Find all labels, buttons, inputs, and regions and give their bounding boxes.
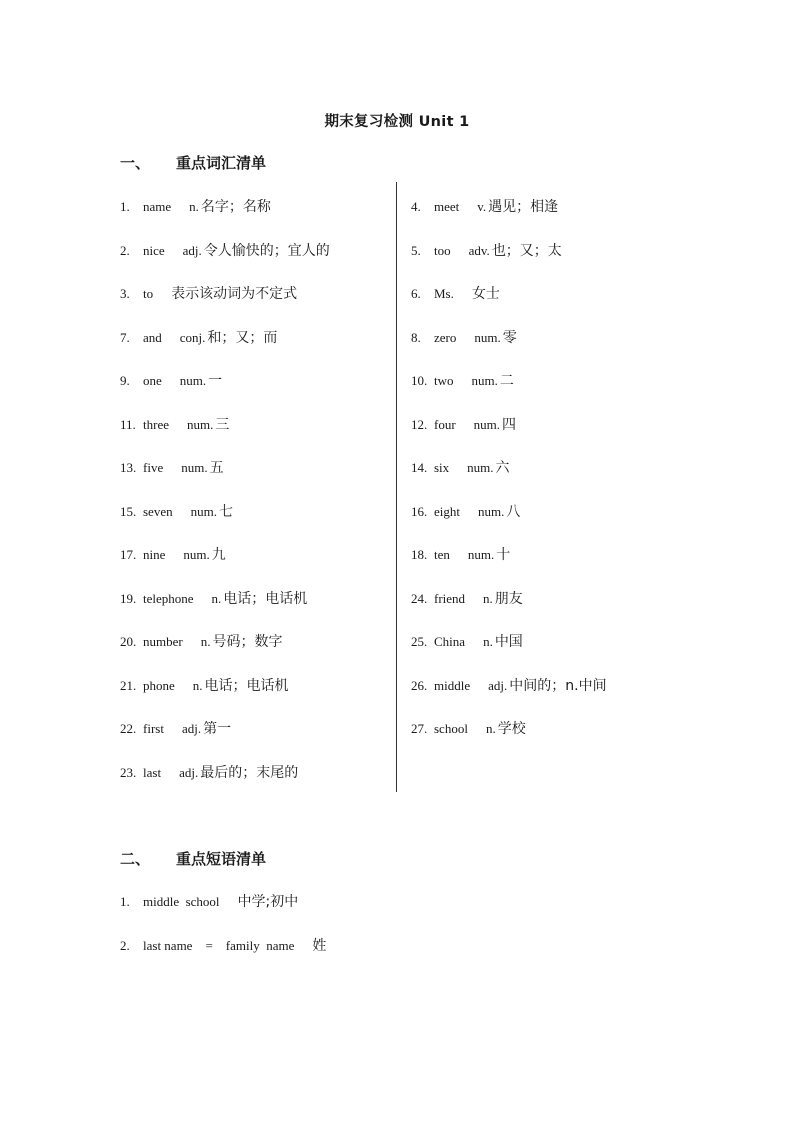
item-number: 17. (120, 547, 137, 562)
item-number: 2. (120, 937, 130, 953)
vocabulary-item (120, 503, 390, 547)
part-of-speech: num. (181, 460, 208, 475)
vocabulary-item (120, 372, 390, 416)
phrase-item (120, 937, 326, 981)
chinese-meaning: 中学;初中 (237, 894, 299, 910)
chinese-meaning: 和；又；而 (207, 329, 278, 346)
vocabulary-item (411, 677, 671, 721)
vocabulary-item (120, 590, 390, 634)
part-of-speech: num. (183, 547, 210, 562)
vocabulary-item (411, 503, 671, 547)
item-number: 18. (411, 547, 428, 562)
section-number: 二、 (120, 850, 151, 868)
vocabulary-word: four (434, 416, 456, 432)
vocabulary-item (120, 416, 390, 460)
item-number: 26. (411, 677, 428, 693)
vocabulary-word: zero (434, 329, 457, 345)
vocabulary-item (120, 198, 390, 242)
vocabulary-item (411, 372, 671, 416)
part-of-speech: n. (189, 199, 199, 214)
section-title: 重点短语清单 (176, 850, 267, 868)
vocabulary-item (120, 285, 390, 329)
vocabulary-word: six (434, 460, 450, 475)
part-of-speech: adj. (181, 721, 202, 736)
item-number: 6. (411, 286, 421, 301)
item-number: 16. (411, 503, 428, 519)
chinese-meaning: 七 (218, 503, 233, 520)
part-of-speech: adj. (182, 242, 202, 258)
chinese-meaning: 八 (506, 503, 521, 520)
vocabulary-word: ten (434, 547, 450, 562)
item-number: 8. (411, 329, 421, 345)
vocabulary-item (411, 546, 671, 590)
chinese-meaning: 中间的；n.中间 (509, 677, 607, 694)
chinese-meaning: 十 (496, 547, 511, 563)
part-of-speech: conj. (179, 329, 206, 345)
vocabulary-item (120, 329, 390, 373)
part-of-speech: adv. (468, 242, 490, 258)
chinese-meaning: 零 (502, 329, 517, 346)
vocabulary-item (411, 459, 671, 503)
item-number: 20. (120, 634, 137, 649)
chinese-meaning: 姓 (312, 937, 327, 954)
chinese-meaning: 号码；数字 (212, 634, 283, 650)
item-number: 7. (120, 329, 130, 345)
vocabulary-word: five (143, 460, 164, 475)
vocabulary-item (120, 764, 390, 808)
part-of-speech: n. (485, 721, 496, 736)
vocabulary-word: nice (143, 242, 165, 258)
vocabulary-word: seven (143, 503, 173, 519)
item-number: 23. (120, 764, 137, 780)
vocabulary-word: two (434, 373, 454, 388)
section-number: 一、 (120, 154, 151, 172)
part-of-speech: num. (190, 503, 217, 519)
page-title: 期末复习检测 Unit 1 (324, 114, 470, 130)
phrase-list (120, 893, 326, 980)
item-number: 12. (411, 416, 428, 432)
item-number: 1. (120, 894, 130, 909)
chinese-meaning: 三 (215, 416, 230, 433)
chinese-meaning: 最后的；末尾的 (200, 764, 299, 781)
vocabulary-item (411, 285, 671, 329)
chinese-meaning: 遇见；相逢 (488, 199, 559, 215)
part-of-speech: num. (179, 373, 207, 388)
vocabulary-word: nine (143, 547, 166, 562)
chinese-meaning: 六 (495, 460, 510, 476)
vocabulary-item (411, 242, 671, 286)
chinese-meaning: 电话；电话机 (223, 590, 308, 607)
chinese-meaning: 学校 (497, 721, 526, 737)
chinese-meaning: 名字；名称 (200, 199, 271, 215)
vocabulary-item (411, 720, 671, 764)
item-number: 9. (120, 373, 130, 388)
part-of-speech: adj. (488, 677, 508, 693)
chinese-meaning: 也；又；太 (491, 242, 562, 259)
section-heading-phrases (120, 848, 266, 869)
part-of-speech: n. (192, 677, 203, 693)
item-number: 4. (411, 199, 421, 214)
item-number: 10. (411, 373, 428, 388)
column-divider (396, 182, 397, 792)
vocabulary-left-column (120, 198, 390, 807)
chinese-meaning: 电话；电话机 (204, 677, 289, 694)
vocabulary-word: Ms. (434, 286, 454, 301)
vocabulary-item (120, 677, 390, 721)
part-of-speech: num. (474, 329, 501, 345)
part-of-speech: n. (483, 634, 493, 649)
section-title: 重点词汇清单 (176, 154, 267, 172)
chinese-meaning: 中国 (494, 634, 523, 650)
chinese-meaning: 朋友 (494, 590, 523, 607)
vocabulary-word: middle (434, 677, 471, 693)
item-number: 24. (411, 590, 428, 606)
vocabulary-word: and (143, 329, 162, 345)
section-heading-vocabulary (120, 152, 266, 173)
item-number: 1. (120, 199, 130, 214)
item-number: 25. (411, 634, 428, 649)
part-of-speech: n. (211, 590, 222, 606)
part-of-speech: num. (186, 416, 214, 432)
vocabulary-word: phone (143, 677, 175, 693)
vocabulary-item (411, 198, 671, 242)
part-of-speech: num. (467, 547, 495, 562)
vocabulary-word: friend (434, 590, 466, 606)
chinese-meaning: 表示该动词为不定式 (171, 286, 298, 302)
vocabulary-word: eight (434, 503, 460, 519)
vocabulary-item (411, 590, 671, 634)
vocabulary-item (120, 546, 390, 590)
vocabulary-item (411, 329, 671, 373)
item-number: 27. (411, 721, 428, 736)
vocabulary-word: school (434, 721, 468, 736)
chinese-meaning: 令人愉快的；宜人的 (203, 242, 330, 259)
vocabulary-word: to (143, 286, 154, 301)
chinese-meaning: 二 (499, 373, 514, 389)
vocabulary-word: name (143, 199, 172, 214)
chinese-meaning: 女士 (471, 286, 500, 302)
english-phrase: last name = family name (143, 937, 295, 953)
item-number: 22. (120, 721, 137, 736)
vocabulary-word: one (143, 373, 162, 388)
chinese-meaning: 九 (211, 547, 226, 563)
vocabulary-word: three (143, 416, 169, 432)
part-of-speech: n. (483, 590, 493, 606)
item-number: 5. (411, 242, 421, 258)
item-number: 21. (120, 677, 137, 693)
chinese-meaning: 五 (209, 460, 224, 476)
item-number: 13. (120, 460, 137, 475)
phrase-item (120, 893, 326, 937)
item-number: 19. (120, 590, 137, 606)
vocabulary-word: meet (434, 199, 460, 214)
vocabulary-item (411, 416, 671, 460)
part-of-speech: v. (477, 199, 487, 214)
vocabulary-word: telephone (143, 590, 194, 606)
vocabulary-item (120, 633, 390, 677)
vocabulary-word: too (434, 242, 451, 258)
vocabulary-right-column (411, 198, 671, 764)
english-phrase: middle school (143, 894, 220, 909)
vocabulary-item (120, 242, 390, 286)
vocabulary-word: first (143, 721, 164, 736)
part-of-speech: num. (473, 416, 501, 432)
item-number: 2. (120, 242, 130, 258)
vocabulary-item (120, 720, 390, 764)
part-of-speech: adj. (179, 764, 199, 780)
item-number: 14. (411, 460, 428, 475)
vocabulary-item (411, 633, 671, 677)
part-of-speech: num. (471, 373, 498, 388)
vocabulary-word: last (143, 764, 162, 780)
part-of-speech: n. (200, 634, 211, 649)
chinese-meaning: 四 (502, 416, 517, 433)
part-of-speech: num. (467, 460, 494, 475)
part-of-speech: num. (478, 503, 505, 519)
vocabulary-word: China (434, 634, 466, 649)
item-number: 11. (120, 416, 136, 432)
chinese-meaning: 第一 (203, 721, 232, 737)
item-number: 3. (120, 286, 130, 301)
vocabulary-item (120, 459, 390, 503)
chinese-meaning: 一 (208, 373, 223, 389)
vocabulary-word: number (143, 634, 183, 649)
item-number: 15. (120, 503, 137, 519)
